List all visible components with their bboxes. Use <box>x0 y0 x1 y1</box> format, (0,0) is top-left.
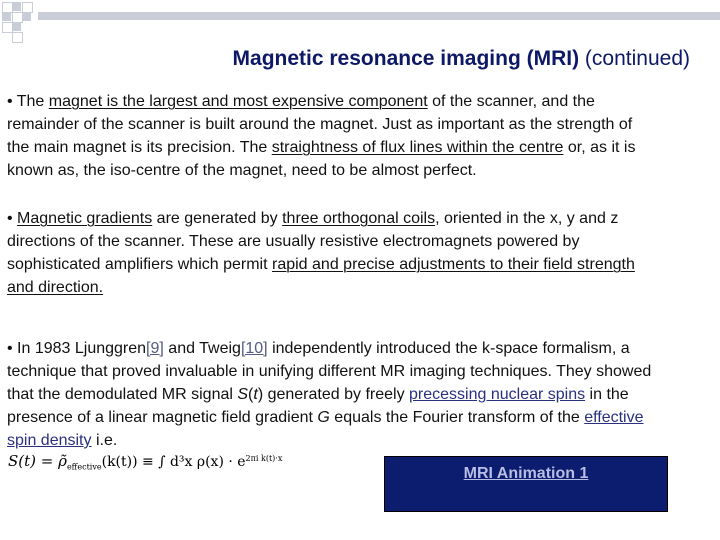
bullet-text: • <box>7 210 18 227</box>
spin-density-link[interactable]: effective spin density <box>7 409 644 449</box>
underlined-text: straightness of flux lines within the centre <box>271 139 564 156</box>
citation-link[interactable]: [10] <box>240 340 268 357</box>
title-rest: (continued) <box>579 47 690 70</box>
animation-panel[interactable] <box>384 456 668 512</box>
formula-body: (k(t)) ≡ ∫ d³x ρ(x) · e <box>101 454 246 470</box>
body-text: in the presence of a linear magnetic field gradient <box>7 386 629 426</box>
body-text: are generated by <box>152 210 283 227</box>
body-text: and Tweig <box>163 340 241 357</box>
deco-square <box>2 12 11 21</box>
formula-subscript: effective <box>66 462 102 472</box>
body-text: • In 1983 Ljunggren <box>7 340 147 357</box>
italic-variable: t <box>253 386 258 403</box>
bullet-text: • The <box>7 93 49 110</box>
body-text: or, as it is known as, the iso-centre of the magnet, need to be almost perfect. <box>7 139 636 179</box>
underlined-text: Magnetic gradients <box>17 210 153 227</box>
deco-square <box>12 32 23 43</box>
citation-link[interactable]: [9] <box>146 340 164 357</box>
underlined-text: three orthogonal coils <box>282 210 436 227</box>
body-text: i.e. <box>91 432 118 449</box>
precessing-spins-link[interactable]: precessing nuclear spins <box>409 386 586 403</box>
paragraph-gradients <box>7 207 657 299</box>
body-text: , oriented in the x, y and z directions of the scanner. These are usually resistive electromagnets powered by sophisticated amplifiers which permit <box>7 210 619 273</box>
mri-animation-link[interactable]: MRI Animation 1 <box>463 465 589 482</box>
deco-square <box>22 12 31 21</box>
italic-variable: S <box>237 386 249 403</box>
deco-square <box>12 2 21 11</box>
slide-title <box>0 47 690 71</box>
formula-exponent: 2πi k(t)·x <box>245 454 283 463</box>
body-text: ( <box>248 386 254 403</box>
body-text: of the scanner, and the remainder of the scanner is built around the magnet. Just as important as the strength of the main magnet is its precision. The <box>7 93 633 156</box>
body-text: ) generated by freely <box>257 386 410 403</box>
header-bar <box>38 12 720 20</box>
title-bold: Magnetic resonance imaging (MRI) <box>232 47 580 70</box>
body-text: independently introduced the k-space formalism, a technique that proved invaluable in unifying different MR imaging techniques. They showed that the demodulated MR signal <box>7 340 652 403</box>
paragraph-magnet <box>7 90 657 182</box>
body-text: equals the Fourier transform of the <box>329 409 585 426</box>
deco-square <box>12 22 21 31</box>
underlined-text: rapid and precise adjustments to their field strength and direction. <box>7 256 635 296</box>
italic-variable: G <box>317 409 330 426</box>
underlined-text: magnet is the largest and most expensive component <box>48 93 428 110</box>
paragraph-kspace <box>7 337 657 452</box>
fourier-formula <box>8 452 308 492</box>
formula-lhs: S(t) = ρ̃ <box>8 452 67 470</box>
